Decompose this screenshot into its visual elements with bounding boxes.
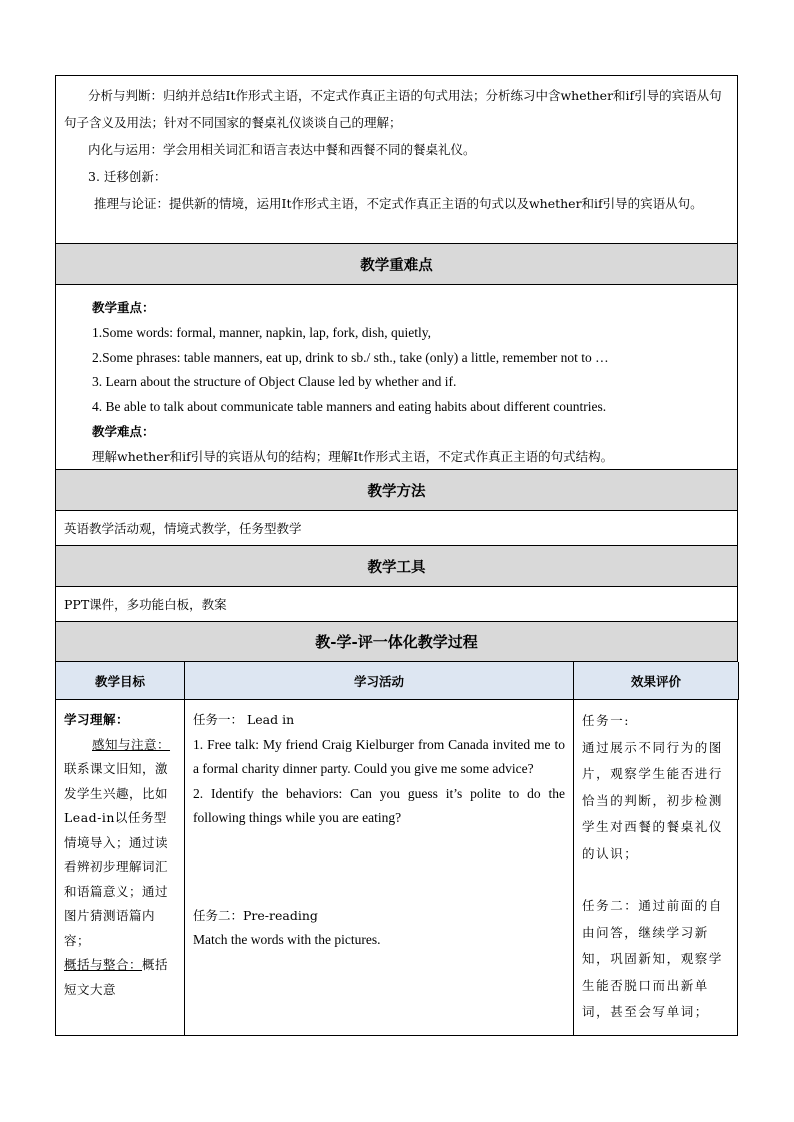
methods-text: 英语教学活动观，情境式教学，任务型教学 [55, 510, 738, 545]
key-points-section [55, 284, 738, 469]
key-points-header: 教学重难点 [55, 243, 738, 284]
process-grid [55, 661, 738, 1036]
task1-item2: 2. Identify the behaviors: Can you guess it’s polite to do the following things while you are eating? [193, 785, 565, 825]
task1-item1: 1. Free talk: My friend Craig Kielburger from Canada invited me to a formal charity dinner party. Could you give me some advice? [193, 736, 565, 776]
task2-item: Match the words with the pictures. [193, 932, 381, 947]
eval-task2-text: 任务二：通过前面的自由问答，继续学习新知，巩固新知，观察学生能否脱口而出新单词，甚至会写单词； [582, 898, 724, 1019]
goals-sub1: 感知与注意： [92, 736, 171, 752]
goals-sub2: 概括与整合： [64, 957, 143, 972]
focus-item: 1.Some words: formal, manner, napkin, lap, fork, dish, quietly, [92, 325, 432, 340]
task2-title: 任务二：Pre-reading [193, 907, 318, 923]
column-header-goals: 教学目标 [56, 662, 185, 700]
internalize-text: 内化与运用：学会用相关词汇和语言表达中餐和西餐不同的餐桌礼仪。 [88, 142, 476, 157]
tools-header: 教学工具 [55, 545, 738, 586]
methods-header: 教学方法 [55, 469, 738, 510]
item3-heading: 3. 迁移创新： [88, 169, 167, 184]
tools-text: PPT课件，多功能白板，教案 [55, 586, 738, 621]
objectives-section [55, 75, 738, 243]
eval-task1-text: 通过展示不同行为的图片，观察学生能否进行恰当的判断，初步检测学生对西餐的餐桌礼仪的认识； [582, 739, 724, 861]
goals-label: 学习理解： [64, 712, 130, 727]
activities-cell [185, 700, 574, 1035]
difficulty-text: 理解whether和if引导的宾语从句的结构；理解It作形式主语，不定式作真正主语的句式结构。 [92, 449, 614, 464]
goals-text2: 概括短文大意 [64, 957, 169, 997]
analysis-text: 分析与判断：归纳并总结It作形式主语，不定式作真正主语的句式用法；分析练习中含whether和if引导的宾语从句句子含义及用法；针对不同国家的餐桌礼仪谈谈自己的理解； [64, 88, 722, 130]
difficulty-label: 教学难点： [92, 424, 155, 439]
focus-label: 教学重点： [92, 300, 155, 315]
goals-text1: 联系课文旧知，激发学生兴趣，比如Lead-in以任务型情境导入；通过读看辨初步理解词汇和语篇意义；通过图片猜测语篇内容； [64, 761, 169, 948]
task1-title: 任务一： Lead in [193, 712, 295, 727]
focus-item: 4. Be able to talk about communicate table manners and eating habits about different countries. [92, 398, 607, 414]
reasoning-text: 推理与论证：提供新的情境，运用It作形式主语，不定式作真正主语的句式以及whether和if引导的宾语从句。 [94, 196, 703, 211]
column-header-activities: 学习活动 [185, 662, 574, 700]
evaluation-cell [574, 700, 739, 1035]
process-title: 教-学-评一体化教学过程 [55, 621, 738, 661]
focus-item: 3. Learn about the structure of Object Clause led by whether and if. [92, 374, 457, 389]
goals-cell [56, 700, 185, 1035]
focus-item: 2.Some phrases: table manners, eat up, drink to sb./ sth., take (only) a little, remember not to … [92, 349, 609, 365]
eval-task1-label: 任务一: [582, 713, 631, 728]
column-header-evaluation: 效果评价 [574, 662, 739, 700]
lesson-plan-table [55, 75, 738, 1036]
